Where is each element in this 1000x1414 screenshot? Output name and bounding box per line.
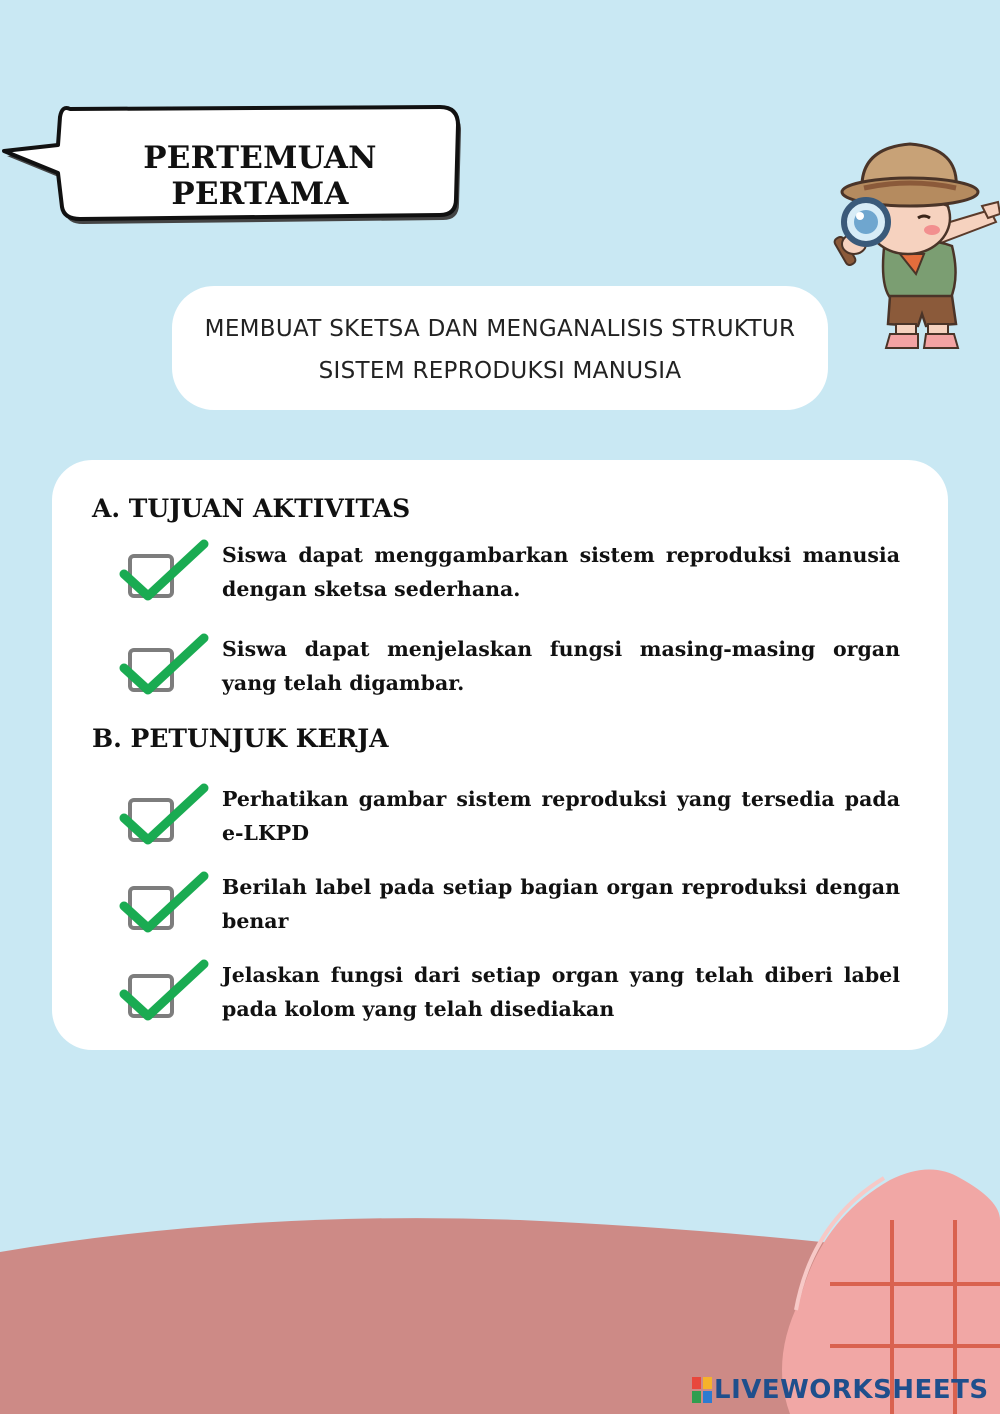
- page-title: PERTEMUAN PERTAMA: [143, 140, 377, 212]
- objective-text-2: Siswa dapat menjelaskan fungsi masing-masing organ yang telah digambar.: [222, 637, 900, 695]
- section-heading-tujuan: A. TUJUAN AKTIVITAS: [92, 494, 411, 523]
- objective-text-1: Siswa dapat menggambarkan sistem reproduksi manusia dengan sketsa sederhana.: [222, 543, 900, 601]
- instructions-card: [52, 460, 948, 1050]
- section-heading-petunjuk: B. PETUNJUK KERJA: [92, 724, 389, 753]
- instruction-text-1: Perhatikan gambar sistem reproduksi yang tersedia pada e-LKPD: [222, 787, 900, 845]
- checkbox-check-icon: [118, 538, 210, 608]
- subtitle-line-1: MEMBUAT SKETSA DAN MENGANALISIS STRUKTUR: [204, 316, 796, 342]
- checkbox-check-icon: [118, 870, 210, 940]
- instruction-text-3: Jelaskan fungsi dari setiap organ yang telah diberi label pada kolom yang telah disediakan: [222, 963, 900, 1021]
- liveworksheets-logo-icon: [692, 1377, 712, 1403]
- subtitle-line-2: SISTEM REPRODUKSI MANUSIA: [318, 358, 682, 384]
- instruction-text-2: Berilah label pada setiap bagian organ reproduksi dengan benar: [222, 875, 900, 933]
- liveworksheets-brand: [692, 1372, 989, 1408]
- checkbox-check-icon: [118, 958, 210, 1028]
- brand-name: LIVEWORKSHEETS: [714, 1375, 989, 1405]
- checkbox-check-icon: [118, 632, 210, 702]
- checkbox-check-icon: [118, 782, 210, 852]
- activity-subtitle-box: [172, 286, 828, 410]
- explorer-character-illustration: [800, 118, 1000, 350]
